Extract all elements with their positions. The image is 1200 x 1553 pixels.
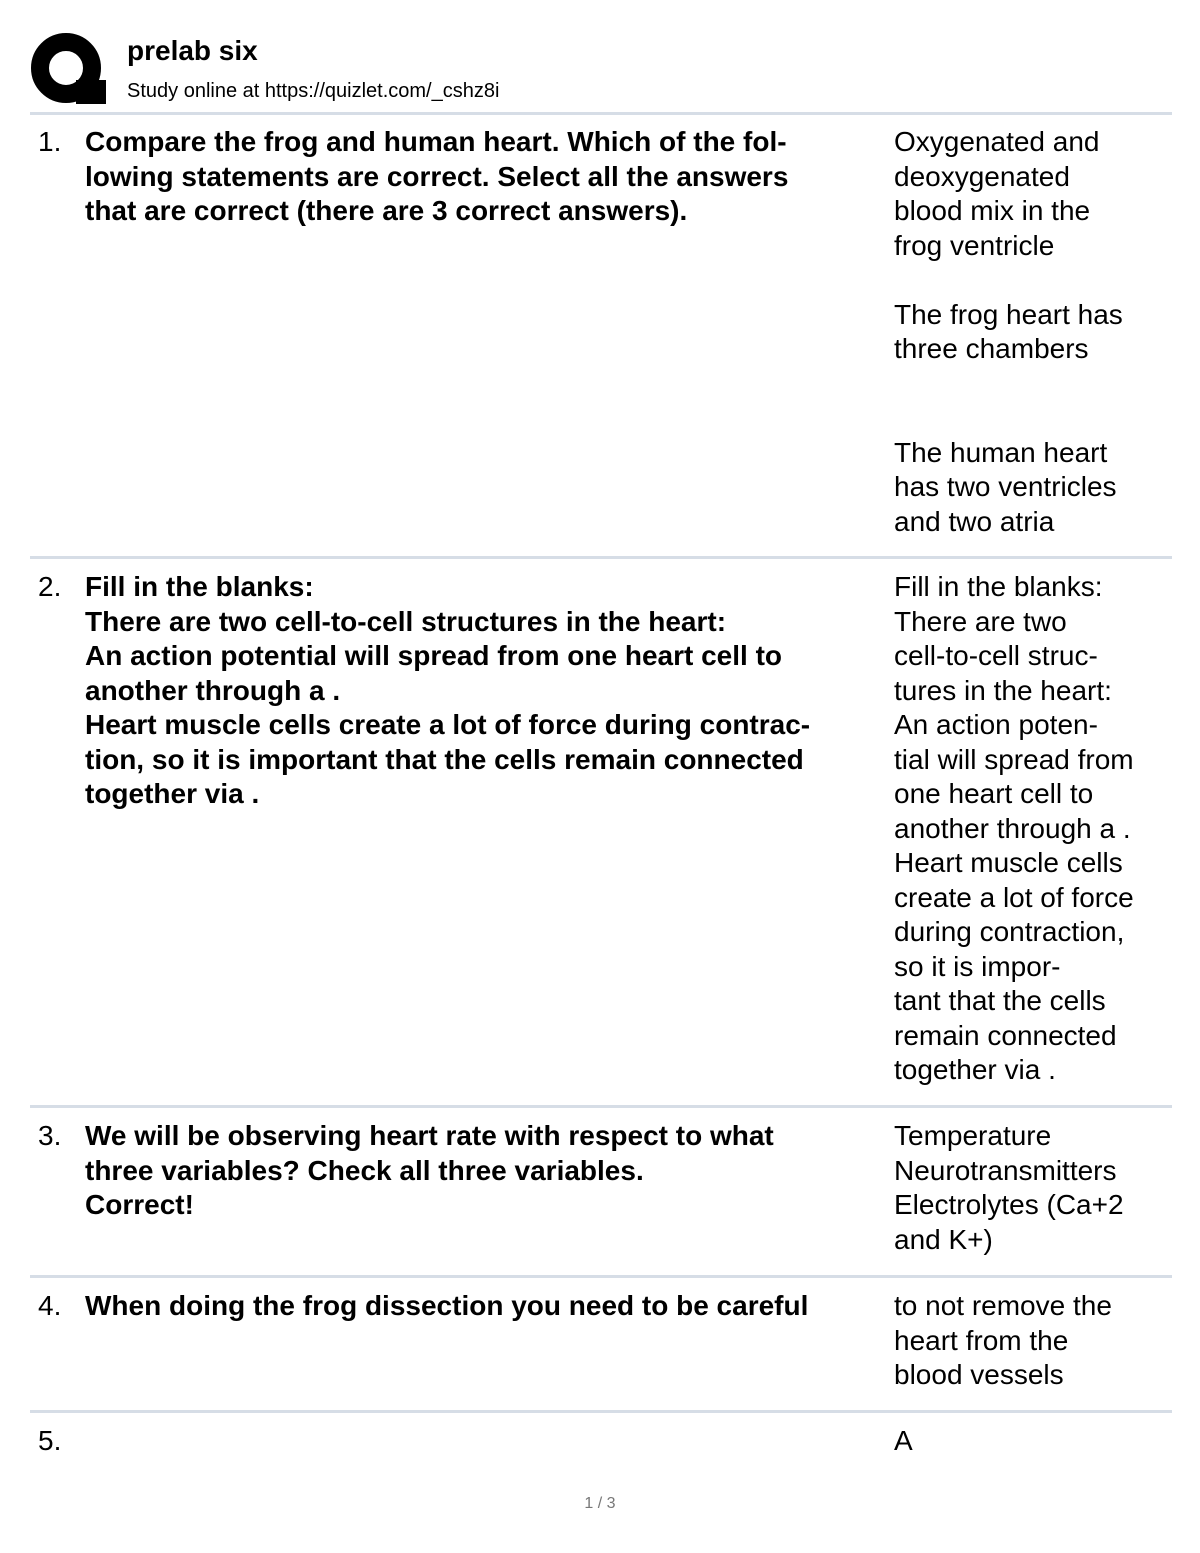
divider	[30, 556, 1172, 559]
card-number: 3.	[38, 1120, 62, 1151]
card-answer: Fill in the blanks: There are two cell-to-cell struc- tures in the heart: An action poten- tial will spread from one heart cell to another through a . Heart muscle cells create a lot of force during contraction, so it is impor- tant that the cells remain connected together via .	[894, 571, 1134, 1085]
card-question: Fill in the blanks: There are two cell-to-cell structures in the heart: An action potential will spread from one heart cell to another through a . Heart muscle cells create a lot of force during contrac- tion, so it is important that the cells remain connected together via .	[85, 571, 811, 809]
card-answer: to not remove the heart from the blood vessels	[894, 1290, 1112, 1390]
divider	[30, 1275, 1172, 1278]
card-question: When doing the frog dissection you need to be careful	[85, 1290, 809, 1321]
page-header	[30, 30, 1170, 112]
page-indicator: 1 / 3	[584, 1495, 616, 1512]
card-number: 2.	[38, 571, 62, 602]
quizlet-q-logo-icon	[30, 30, 108, 108]
page-title: prelab six	[127, 35, 258, 66]
card-answer: Temperature Neurotransmitters Electrolytes (Ca+2 and K+)	[894, 1120, 1124, 1255]
study-online-link[interactable]: Study online at https://quizlet.com/_cshz8i	[127, 80, 500, 102]
divider	[30, 112, 1172, 115]
card-number: 4.	[38, 1290, 62, 1321]
divider	[30, 1410, 1172, 1413]
divider	[30, 1105, 1172, 1108]
card-question: Compare the frog and human heart. Which of the fol- lowing statements are correct. Select all the answers that are correct (there are 3 correct answers).	[85, 126, 789, 226]
card-number: 5.	[38, 1425, 62, 1456]
card-answer: Oxygenated and deoxygenated blood mix in the frog ventricle The frog heart has three chambers The human heart has two ventricles and two atria	[894, 126, 1123, 537]
card-question: We will be observing heart rate with respect to what three variables? Check all three variables. Correct!	[85, 1120, 774, 1220]
card-number: 1.	[38, 126, 62, 157]
card-answer: A	[894, 1425, 913, 1456]
